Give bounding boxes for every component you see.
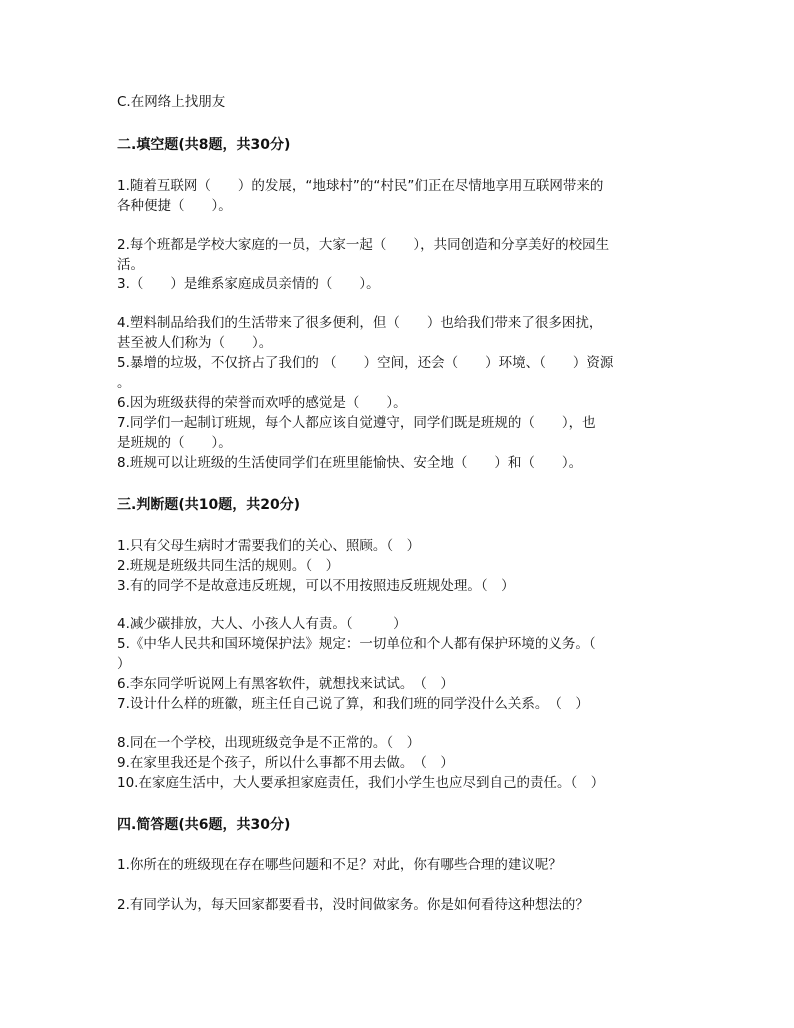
true-false-line: 5.《中华人民共和国环境保护法》规定：一切单位和个人都有保护环境的义务。（ xyxy=(117,636,596,652)
fill-blank-line: 。 xyxy=(117,375,131,391)
section-3-heading: 三.判断题(共10题，共20分) xyxy=(117,497,301,513)
true-false-line: 8.同在一个学校，出现班级竞争是不正常的。（ ） xyxy=(117,735,421,751)
short-answer-line: 1.你所在的班级现在存在哪些问题和不足？对此，你有哪些合理的建议呢？ xyxy=(117,857,562,873)
fill-blank-line: 3.（ ）是维系家庭成员亲情的（ ）。 xyxy=(117,276,380,292)
fill-blank-line: 活。 xyxy=(117,257,144,273)
short-answer-line: 2.有同学认为，每天回家都要看书，没时间做家务。你是如何看待这种想法的？ xyxy=(117,897,589,913)
option-c: C.在网络上找朋友 xyxy=(117,94,226,110)
true-false-line: 10.在家庭生活中，大人要承担家庭责任，我们小学生也应尽到自己的责任。（ ） xyxy=(117,775,605,791)
section-2-heading: 二.填空题(共8题，共30分) xyxy=(117,137,291,153)
true-false-line: 4.减少碳排放，大人、小孩人人有责。（ ） xyxy=(117,616,407,632)
fill-blank-line: 5.暴增的垃圾，不仅挤占了我们的 （ ）空间，还会（ ）环境、（ ）资源 xyxy=(117,355,614,371)
fill-blank-line: 8.班规可以让班级的生活使同学们在班里能愉快、安全地（ ）和（ ）。 xyxy=(117,455,583,471)
true-false-line: 2.班规是班级共同生活的规则。（ ） xyxy=(117,558,340,574)
fill-blank-line: 6.因为班级获得的荣誉而欢呼的感觉是（ ）。 xyxy=(117,395,407,411)
fill-blank-line: 7.同学们一起制订班规，每个人都应该自觉遵守，同学们既是班规的（ ），也 xyxy=(117,415,596,431)
fill-blank-line: 2.每个班都是学校大家庭的一员，大家一起（ ），共同创造和分享美好的校园生 xyxy=(117,237,610,253)
true-false-line: 3.有的同学不是故意违反班规，可以不用按照违反班规处理。（ ） xyxy=(117,578,515,594)
fill-blank-line: 甚至被人们称为（ ）。 xyxy=(117,335,273,351)
true-false-line: ） xyxy=(117,656,131,672)
true-false-line: 6.李东同学听说网上有黑客软件，就想找来试试。 （ ） xyxy=(117,676,454,692)
fill-blank-line: 1.随着互联网（ ）的发展，“地球村”的“村民”们正在尽情地享用互联网带来的 xyxy=(117,178,604,194)
fill-blank-line: 各种便捷（ ）。 xyxy=(117,198,232,214)
section-4-heading: 四.简答题(共6题，共30分) xyxy=(117,817,291,833)
fill-blank-line: 是班规的（ ）。 xyxy=(117,435,232,451)
true-false-line: 1.只有父母生病时才需要我们的关心、照顾。（ ） xyxy=(117,538,421,554)
true-false-line: 9.在家里我还是个孩子，所以什么事都不用去做。 （ ） xyxy=(117,755,454,771)
true-false-line: 7.设计什么样的班徽，班主任自己说了算，和我们班的同学没什么关系。 （ ） xyxy=(117,696,589,712)
fill-blank-line: 4.塑料制品给我们的生活带来了很多便利，但（ ）也给我们带来了很多困扰， xyxy=(117,315,603,331)
